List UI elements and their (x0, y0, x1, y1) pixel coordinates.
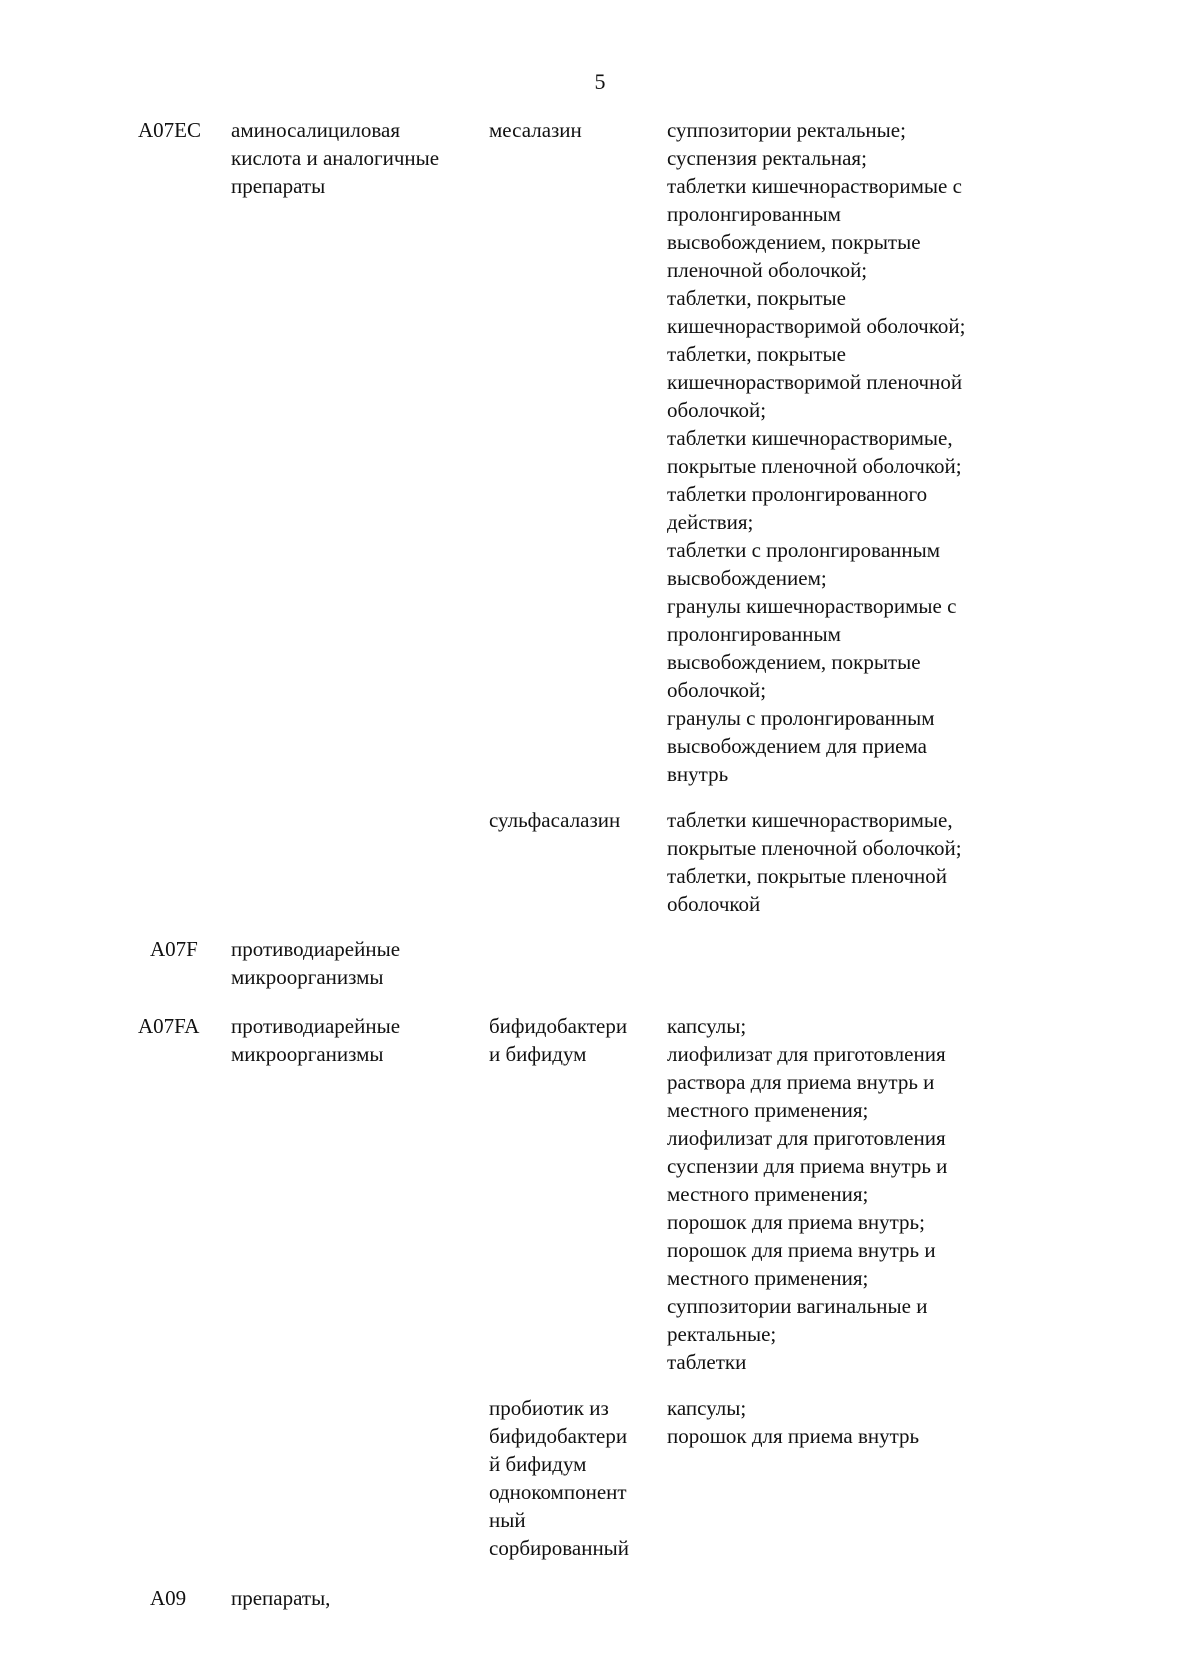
form-line: местного применения; (667, 1182, 869, 1206)
dosage-forms (667, 806, 1087, 918)
form-line: таблетки, покрытые (667, 286, 846, 310)
group-line: аминосалициловая (231, 118, 400, 142)
group-name (231, 1584, 481, 1612)
drug-name (489, 1012, 669, 1068)
form-line: суппозитории вагинальные и (667, 1294, 928, 1318)
drug-line: однокомпонент (489, 1480, 627, 1504)
form-line: таблетки с пролонгированным (667, 538, 941, 562)
drug-line: бифидобактери (489, 1424, 628, 1448)
form-line: высвобождением; (667, 566, 827, 590)
form-line: таблетки кишечнорастворимые с (667, 174, 962, 198)
atc-code: A07EC (138, 118, 201, 142)
atc-code: A09 (150, 1586, 187, 1610)
form-line: гранулы кишечнорастворимые с (667, 594, 957, 618)
form-line: пленочной оболочкой; (667, 258, 868, 282)
group-name (231, 1012, 481, 1068)
form-line: действия; (667, 510, 754, 534)
form-line: таблетки кишечнорастворимые, (667, 426, 953, 450)
group-line: кислота и аналогичные (231, 146, 440, 170)
group-name (231, 116, 481, 200)
group-line: препараты, (231, 1586, 331, 1610)
form-line: гранулы с пролонгированным (667, 706, 935, 730)
drug-line: сорбированный (489, 1536, 630, 1560)
form-line: высвобождением, покрытые (667, 230, 921, 254)
form-line: пролонгированным (667, 622, 841, 646)
form-line: пролонгированным (667, 202, 841, 226)
drug-line: ный (489, 1508, 526, 1532)
drug-name (489, 116, 669, 144)
group-line: препараты (231, 174, 326, 198)
drug-line: сульфасалазин (489, 808, 621, 832)
drug-line: пробиотик из (489, 1396, 609, 1420)
form-line: таблетки (667, 1350, 747, 1374)
dosage-forms (667, 1394, 1087, 1450)
form-line: высвобождением для приема (667, 734, 927, 758)
form-line: ректальные; (667, 1322, 777, 1346)
form-line: порошок для приема внутрь и (667, 1238, 936, 1262)
form-line: внутрь (667, 762, 729, 786)
form-line: местного применения; (667, 1098, 869, 1122)
form-line: таблетки пролонгированного (667, 482, 928, 506)
form-line: оболочкой (667, 892, 761, 916)
page-number: 5 (594, 69, 606, 94)
form-line: кишечнорастворимой оболочкой; (667, 314, 966, 338)
form-line: суспензия ректальная; (667, 146, 867, 170)
form-line: высвобождением, покрытые (667, 650, 921, 674)
form-line: раствора для приема внутрь и (667, 1070, 935, 1094)
form-line: покрытые пленочной оболочкой; (667, 454, 962, 478)
form-line: оболочкой; (667, 398, 767, 422)
drug-line: месалазин (489, 118, 582, 142)
form-line: порошок для приема внутрь (667, 1424, 920, 1448)
group-line: микроорганизмы (231, 965, 384, 989)
drug-line: бифидобактери (489, 1014, 628, 1038)
form-line: таблетки кишечнорастворимые, (667, 808, 953, 832)
form-line: суспензии для приема внутрь и (667, 1154, 948, 1178)
group-name (231, 935, 481, 991)
drug-line: и бифидум (489, 1042, 587, 1066)
dosage-forms (667, 1012, 1087, 1376)
form-line: капсулы; (667, 1396, 747, 1420)
dosage-forms (667, 116, 1087, 788)
form-line: суппозитории ректальные; (667, 118, 906, 142)
form-line: лиофилизат для приготовления (667, 1126, 946, 1150)
group-line: противодиарейные (231, 937, 401, 961)
form-line: кишечнорастворимой пленочной (667, 370, 963, 394)
form-line: таблетки, покрытые (667, 342, 846, 366)
atc-code: A07FA (138, 1014, 200, 1038)
form-line: лиофилизат для приготовления (667, 1042, 946, 1066)
form-line: таблетки, покрытые пленочной (667, 864, 948, 888)
atc-code: A07F (150, 937, 198, 961)
form-line: порошок для приема внутрь; (667, 1210, 925, 1234)
form-line: покрытые пленочной оболочкой; (667, 836, 962, 860)
drug-name (489, 806, 669, 834)
drug-name (489, 1394, 669, 1562)
drug-line: й бифидум (489, 1452, 587, 1476)
group-line: противодиарейные (231, 1014, 401, 1038)
form-line: капсулы; (667, 1014, 747, 1038)
form-line: местного применения; (667, 1266, 869, 1290)
form-line: оболочкой; (667, 678, 767, 702)
group-line: микроорганизмы (231, 1042, 384, 1066)
